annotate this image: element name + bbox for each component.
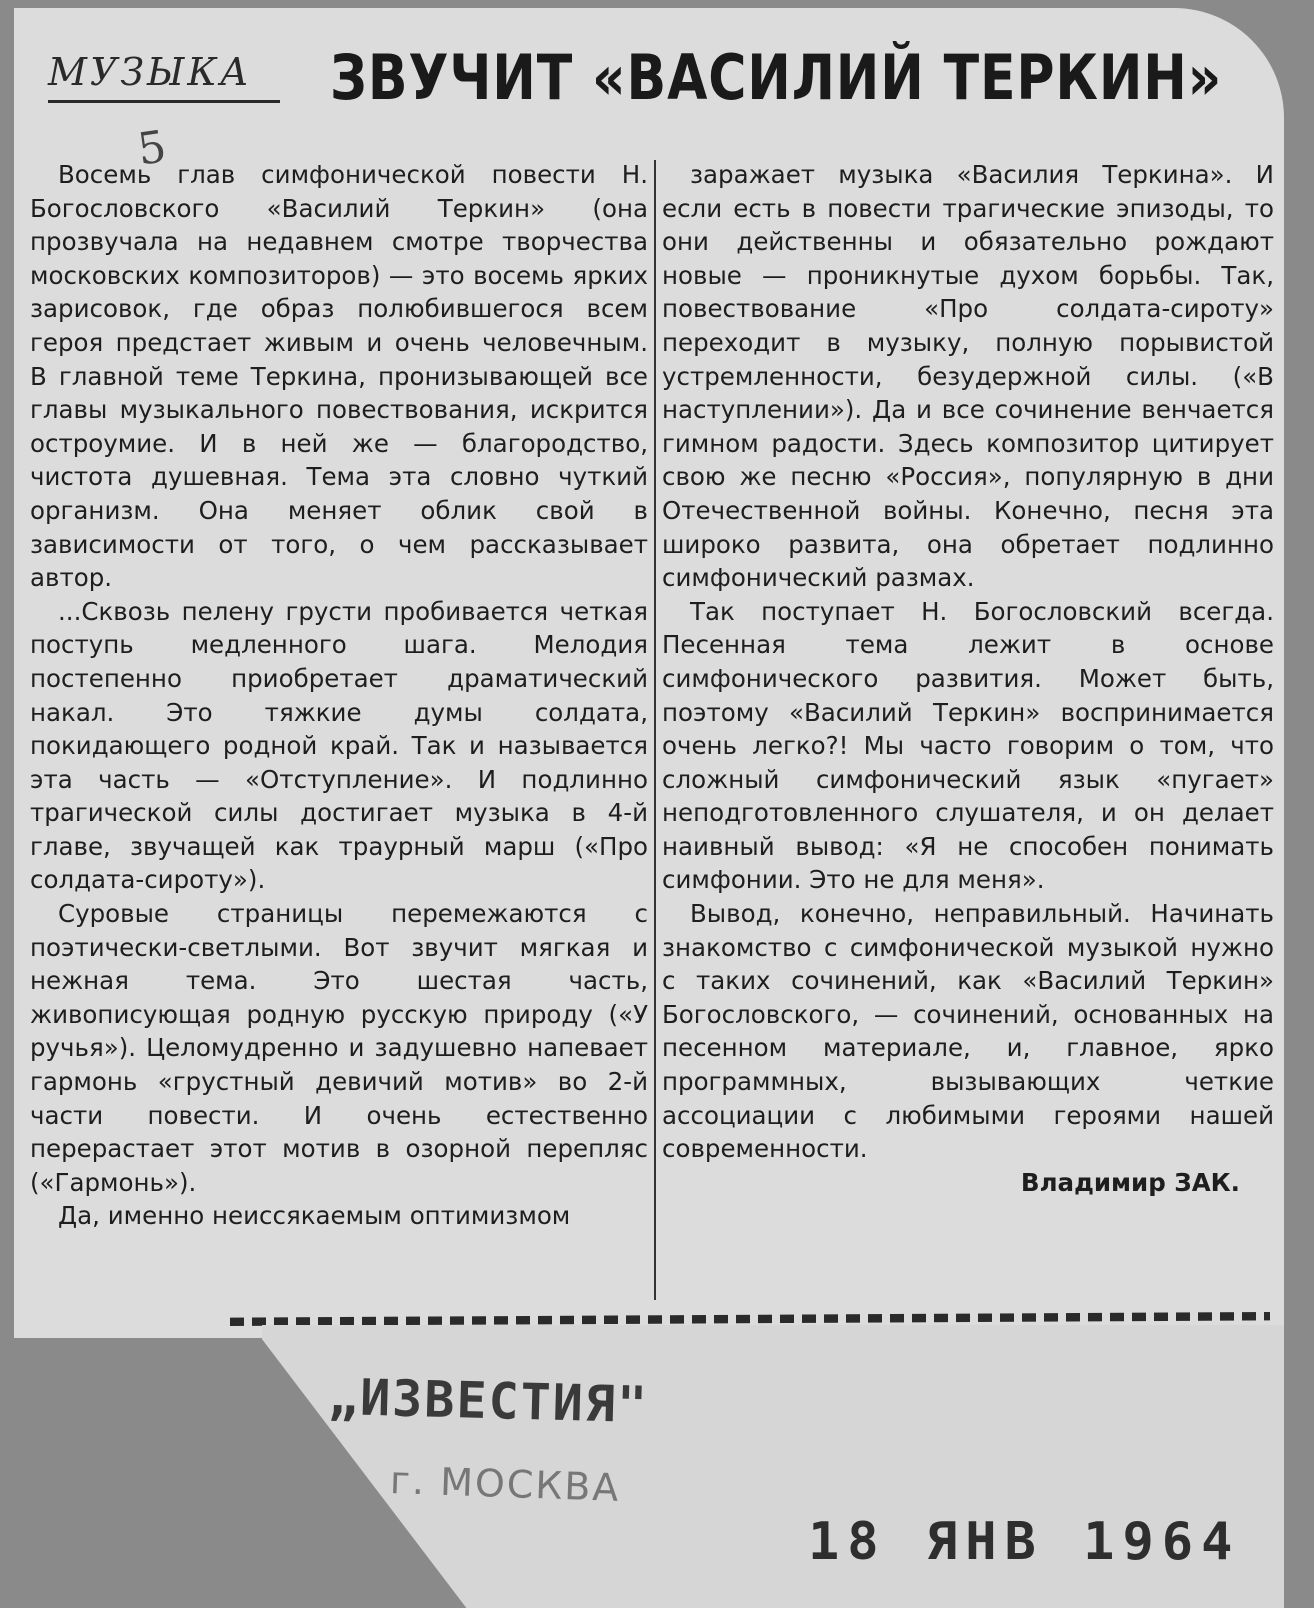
newspaper-clipping bbox=[14, 8, 1284, 1338]
stamp-city: г. МОСКВА bbox=[389, 1457, 622, 1511]
paragraph: Восемь глав симфонической повести Н. Богословского «Василий Теркин» (она прозвучала на недавнем смотре творчества московских композиторов) — это восемь ярких зарисовок, где образ полюбившегося всем героя предстает живым и очень человечным. В главной теме Теркина, пронизывающей все главы музыкального повествования, искрится остроумие. И в ней же — благородство, чистота душевная. Тема эта словно чуткий организм. Она меняет облик свой в зависимости от того, о чем рассказывает автор. bbox=[30, 160, 648, 593]
right-column bbox=[662, 158, 1274, 1199]
paragraph: Суровые страницы перемежаются с поэтически-светлыми. Вот звучит мягкая и нежная тема. Это шестая часть, живописующая родную русскую природу («У ручья»). Целомудренно и задушевно напевает гармонь «грустный девичий мотив» во 2-й части повести. И очень естественно перерастает этот мотив в озорной перепляс («Гармонь»). bbox=[30, 899, 648, 1197]
rubric-label: МУЗЫКА bbox=[48, 50, 280, 103]
stamp-date: 18 ЯНВ 1964 bbox=[808, 1512, 1241, 1572]
paragraph: заражает музыка «Василия Теркина». И если есть в повести трагические эпизоды, то они действенны и обязательно рождают новые — проникнутые духом борьбы. Так, повествование «Про солдата-сироту» переходит в музыку, полную порывистой устремленности, безудержной силы. («В наступлении»). Да и все сочинение венчается гимном радости. Здесь композитор цитирует свою же песню «Россия», популярную в дни Отечественной войны. Конечно, песня эта широко развита, она обретает подлинно симфонический размах. bbox=[662, 160, 1274, 593]
left-column bbox=[30, 158, 648, 1233]
paragraph: Вывод, конечно, неправильный. Начинать знакомство с симфонической музыкой нужно с таких сочинений, как «Василий Теркин» Богословского, — сочинений, основанных на песенном материале, и, главное, ярко программных, вызывающих четкие ассоциации с любимыми героями нашей современности. bbox=[662, 899, 1274, 1164]
paragraph: Да, именно неиссякаемым оптимизмом bbox=[58, 1201, 571, 1231]
newspaper-stamp: „ИЗВЕСТИЯ" bbox=[327, 1367, 650, 1435]
pencil-mark: 5 bbox=[134, 121, 170, 176]
author-signature: Владимир ЗАК. bbox=[1020, 1167, 1240, 1197]
paragraph: ...Сквозь пелену грусти пробивается четкая поступь медленного шага. Мелодия постепенно приобретает драматический накал. Это тяжкие думы солдата, покидающего родной край. Так и называется эта часть — «Отступление». И подлинно трагической силы достигает музыка в 4-й главе, звучащей как траурный марш («Про солдата-сироту»). bbox=[30, 596, 648, 895]
column-divider bbox=[654, 160, 656, 1300]
article-headline: ЗВУЧИТ «ВАСИЛИЙ ТЕРКИН» bbox=[330, 41, 1223, 114]
paragraph: Так поступает Н. Богословский всегда. Песенная тема лежит в основе симфонического развития. Может быть, поэтому «Василий Теркин» воспринимается очень легко?! Мы часто говорим о том, что сложный симфонический язык «пугает» неподготовленного слушателя, и он делает наивный вывод: «Я не способен понимать симфонии. Это не для меня». bbox=[662, 596, 1274, 895]
